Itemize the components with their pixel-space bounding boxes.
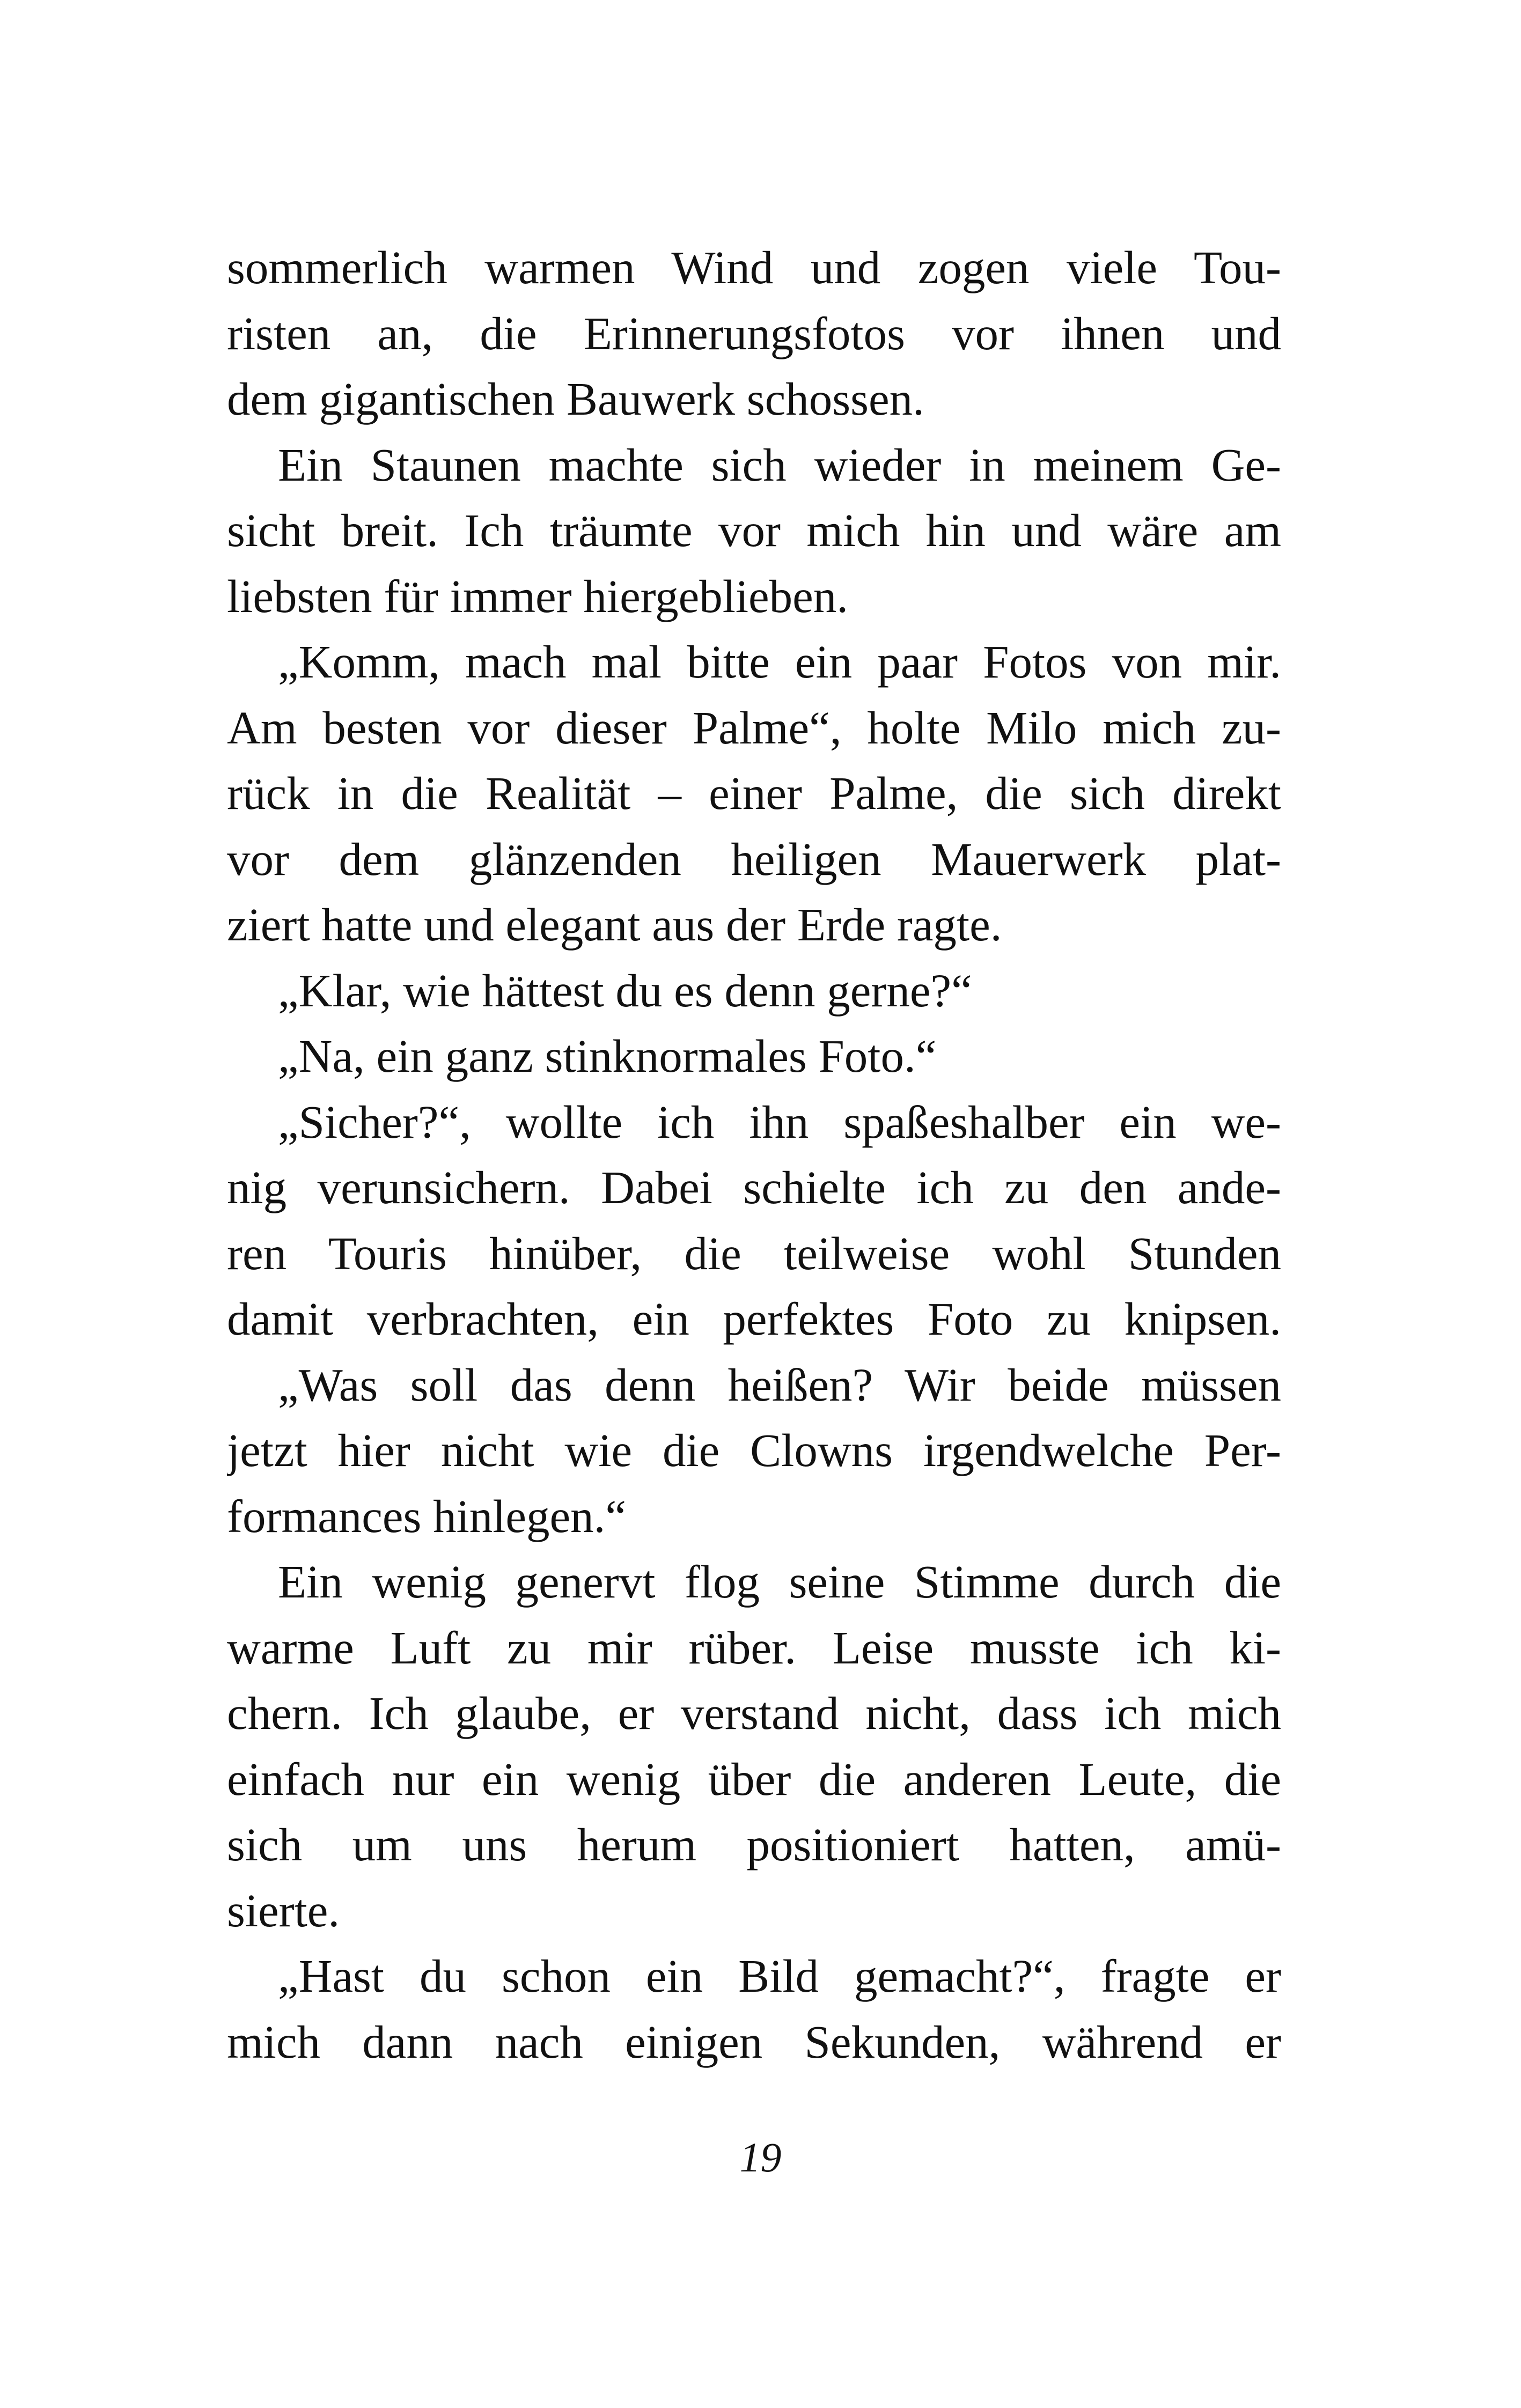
text-line: damit verbrachten, ein perfektes Foto zu knipsen. [227,1293,1281,1345]
text-line: rück in die Realität – einer Palme, die sich direkt [227,767,1281,819]
text-line: Ein wenig genervt flog seine Stimme durch die [278,1556,1281,1608]
text-line: sich um uns herum positioniert hatten, amü- [227,1818,1281,1871]
text-line: „Was soll das denn heißen? Wir beide müssen [278,1358,1281,1411]
text-line: formances hinlegen.“ [227,1490,627,1542]
text-line: einfach nur ein wenig über die anderen Leute, die [227,1752,1281,1805]
text-line: ren Touris hinüber, die teilweise wohl Stunden [227,1227,1281,1279]
text-line: liebsten für immer hiergeblieben. [227,570,849,622]
text-line: sicht breit. Ich träumte vor mich hin und wäre am [227,504,1281,556]
text-line: warme Luft zu mir rüber. Leise musste ich ki- [227,1621,1281,1674]
text-line: sierte. [227,1884,340,1936]
text-line: „Komm, mach mal bitte ein paar Fotos von mir. [278,636,1281,688]
text-line: mich dann nach einigen Sekunden, während er [227,2015,1281,2068]
text-line: dem gigantischen Bauwerk schossen. [227,373,924,425]
text-line: Am besten vor dieser Palme“, holte Milo mich zu- [227,701,1281,754]
text-line: nig verunsichern. Dabei schielte ich zu den ande- [227,1161,1281,1213]
body-text [227,235,1281,2075]
text-line: sommerlich warmen Wind und zogen viele Tou- [227,241,1281,293]
text-line: jetzt hier nicht wie die Clowns irgendwelche Per- [227,1424,1281,1476]
text-line: „Klar, wie hättest du es denn gerne?“ [278,964,972,1017]
text-line: vor dem glänzenden heiligen Mauerwerk plat- [227,833,1281,885]
text-line: „Hast du schon ein Bild gemacht?“, fragte er [278,1950,1281,2002]
text-line: chern. Ich glaube, er verstand nicht, dass ich mich [227,1687,1281,1739]
text-line: „Sicher?“, wollte ich ihn spaßeshalber ein we- [278,1095,1281,1148]
text-line: Ein Staunen machte sich wieder in meinem Ge- [278,438,1281,491]
text-line: risten an, die Erinnerungsfotos vor ihnen und [227,307,1281,359]
text-line: ziert hatte und elegant aus der Erde ragte. [227,899,1002,951]
page-number: 19 [739,2134,782,2181]
text-line: „Na, ein ganz stinknormales Foto.“ [278,1030,937,1082]
